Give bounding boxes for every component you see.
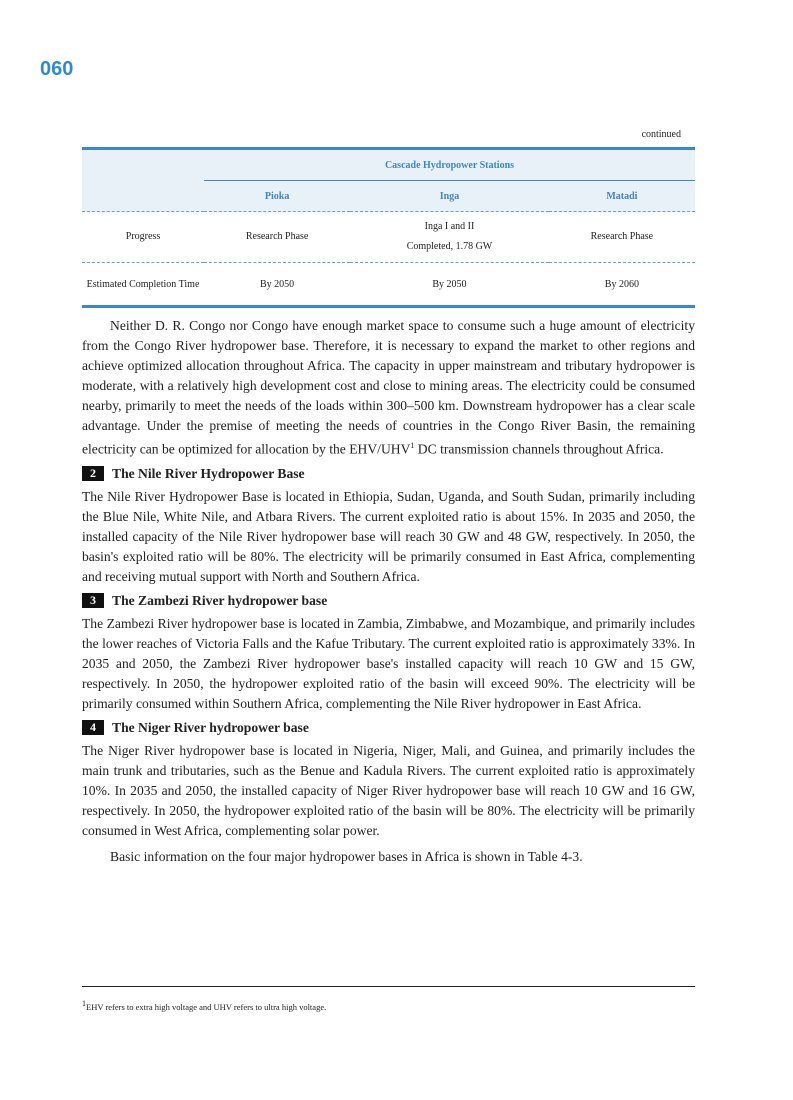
section-paragraph: The Nile River Hydropower Base is located in Ethiopia, Sudan, Uganda, and South Sudan, primarily including the Blue Nile, White Nile, and Atbara Rivers. The current exploited ratio is about 15%. In 2035 and 2050, the installed capacity of the Nile River hydropower base will reach 30 GW and 48 GW, respectively. In 2050, the basin's exploited ratio will be 80%. The electricity will be primarily consumed in East Africa, complementing and receiving mutual support with North and Southern Africa. (82, 488, 695, 584)
table-row (82, 263, 695, 307)
cascade-stations-table (82, 147, 695, 308)
group-header: Cascade Hydropower Stations (204, 149, 695, 181)
page-number: 060 (40, 58, 74, 80)
table-cell (350, 212, 549, 263)
section-heading: 2 The Nile River Hydropower Base (82, 464, 695, 484)
cell-line: Completed, 1.78 GW (406, 241, 493, 252)
cell-line: Inga I and II (424, 221, 475, 232)
column-header: Matadi (549, 181, 695, 212)
table-row (82, 212, 695, 263)
table-cell: Research Phase (204, 212, 350, 263)
table-cell: By 2060 (549, 263, 695, 307)
body-text (82, 316, 695, 867)
table-cell: Research Phase (549, 212, 695, 263)
section-paragraph: The Zambezi River hydropower base is located in Zambia, Zimbabwe, and Mozambique, and primarily includes the lower reaches of Victoria Falls and the Kafue Tributary. The current exploited ratio is approximately 33%. In 2035 and 2050, the Zambezi River hydropower base's installed capacity will reach 10 GW and 15 GW, respectively. In 2050, the hydropower exploited ratio of the basin will exceed 90%. The electricity will be primarily consumed within Southern Africa, complementing the Nile River hydropower in East Africa. (82, 615, 695, 711)
row-label: Estimated Completion Time (82, 263, 204, 307)
section-paragraph: The Niger River hydropower base is located in Nigeria, Niger, Mali, and Guinea, and primarily includes the main trunk and tributaries, such as the Benue and Kadula Rivers. The current exploited ratio is approximately 10%. In 2035 and 2050, the installed capacity of Niger River hydropower base will reach 10 GW and 16 GW, respectively. In 2050, the hydropower exploited ratio of the basin will be 80%. The electricity will be primarily consumed in West Africa, complementing solar power. (82, 742, 695, 838)
footnote-divider (82, 986, 695, 987)
table-cell: By 2050 (350, 263, 549, 307)
column-header: Inga (350, 181, 549, 212)
footnote-ref: 1 (410, 441, 415, 450)
section-heading: 3 The Zambezi River hydropower base (82, 591, 695, 611)
footnote: $^1$EHV refers to extra high voltage and UHV refers to ultra high voltage. (82, 999, 327, 1012)
row-label: Progress (82, 212, 204, 263)
intro-paragraph: Neither D. R. Congo nor Congo have enough market space to consume such a huge amount of electricity from the Congo River hydropower base. Therefore, it is necessary to expand the market to other regions and achieve optimized allocation throughout Africa. The capacity in upper mainstream and tributary hydropower is moderate, with a relatively high development cost and close to mining areas. The electricity could be consumed nearby, primarily to meet the needs of the loads within 300–500 km. Downstream hydropower has a clear scale advantage. Under the premise of meeting the needs of countries in the Congo River Basin, the remaining electricity can be optimized for allocation by the EHV/UHV$^1$ DC transmission channels throughout Africa. (82, 318, 695, 457)
section-heading: 4 The Niger River hydropower base (82, 718, 695, 738)
column-header: Pioka (204, 181, 350, 212)
table-cell: By 2050 (204, 263, 350, 307)
table-continued-label: continued (641, 129, 681, 140)
closing-paragraph: Basic information on the four major hydropower bases in Africa is shown in Table 4-3. (110, 848, 583, 864)
